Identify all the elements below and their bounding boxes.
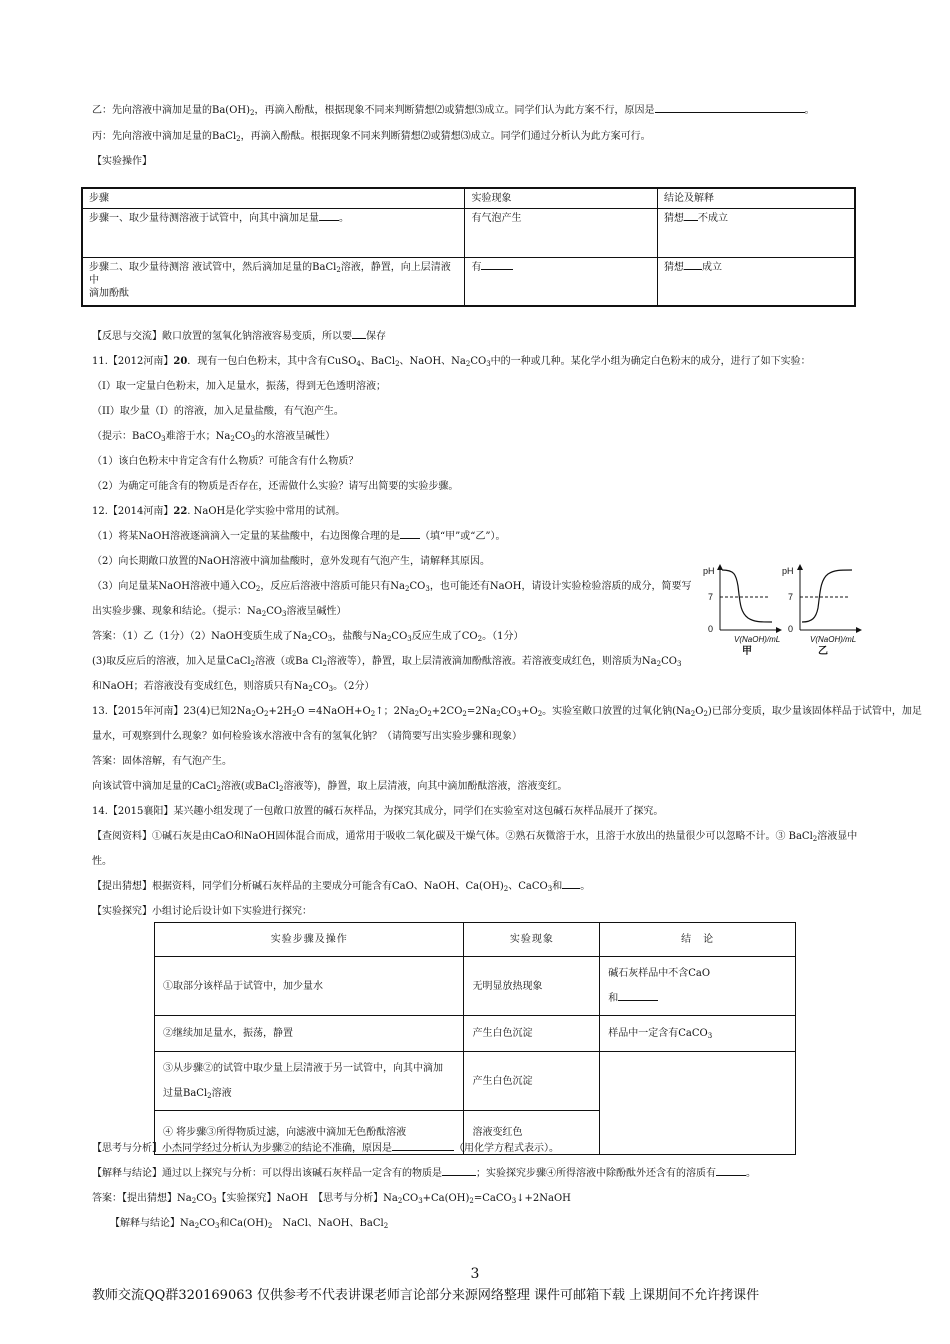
table-cell: 产生白色沉淀 xyxy=(464,1016,600,1052)
question-13: 13.【2015年河南】23(4)已知$2Na_2O_2+2H_2O$ $=4NaOH+O_2↑$；$2Na_2O_2+2CO_2=2Na_2CO_3+O_2$。实验室敞口放置的过氧化钠$(Na_2O_2)$已部分变质，取少量该固体样品于试管中，加足 xyxy=(92,706,922,718)
question-14: 14.【2015襄阳】某兴趣小组发现了一包敞口放置的碱石灰样品，为探究其成分，同学们在实验室对这包碱石灰样品展开了探究。 xyxy=(92,806,664,817)
answer-blank[interactable] xyxy=(400,538,420,539)
jia-zero: 0 xyxy=(708,624,714,634)
yi-curve xyxy=(802,570,852,622)
table-cell: ①取部分该样品于试管中，加少量水 xyxy=(155,957,464,1016)
yi-zero: 0 xyxy=(788,624,794,634)
line-yi: 乙：先向溶液中滴加足量的$Ba(OH)_2$，再滴入酚酞，根据现象不同来判断猜想⑵或猜想⑶成立。同学们认为此方案不行，原因是 。 xyxy=(92,105,815,117)
yi-y-arrow xyxy=(797,564,803,570)
table-cell: 有气泡产生 xyxy=(465,209,658,258)
q14-answer-1: 答案：【提出猜想】$Na_2CO_3$【实验探究】NaOH 【思考与分析】$Na_2CO_3+Ca(OH)_2=CaCO_3↓+2NaOH$ xyxy=(92,1193,571,1205)
header-observation: 实验现象 xyxy=(465,188,658,209)
q12-answer-3: 和NaOH；若溶液没有变成红色，则溶质只有$Na_2CO_3$。（2分） xyxy=(92,681,375,693)
header-conclusion: 结论及解释 xyxy=(658,188,856,209)
table-cell: 步骤二、取少量待测溶 液试管中，然后滴加足量的BaCl$_2$溶液，静置，向上层清液中 滴加酚酞 xyxy=(82,258,465,306)
q11-step-1: （I）取一定量白色粉末，加入足量水，振荡，得到无色透明溶液； xyxy=(92,381,386,392)
jia-ylabel: pH xyxy=(703,566,715,576)
q14-answer-2: 【解释与结论】$Na_2CO_3$和$Ca(OH)_2$ NaCl、NaOH、BaCl$_2$ xyxy=(110,1218,389,1230)
q14-references-cont: 性。 xyxy=(92,856,112,867)
answer-blank[interactable] xyxy=(684,269,702,270)
table-cell: ②继续加足量水，振荡，静置 xyxy=(155,1016,464,1052)
answer-blank[interactable] xyxy=(562,888,580,889)
line-bing: 丙：先向溶液中滴加足量的BaCl$_2$，再滴入酚酞。根据现象不同来判断猜想⑵或猜想⑶成立。同学们通过分析认为此方案可行。 xyxy=(92,131,651,143)
q13-cont: 量水，可观察到什么现象？如何检验该水溶液中含有的氢氧化钠？（请简要写出实验步骤和现象） xyxy=(92,731,522,742)
line-reflection: 【反思与交流】敞口放置的氢氧化钠溶液容易变质，所以要 保存 xyxy=(92,331,386,342)
q14-references: 【查阅资料】①碱石灰是由CaO和NaOH固体混合而成，通常用于吸收二氧化碳及干燥气体。②熟石灰微溶于水，且溶于水放出的热量很少可以忽略不计。③ BaCl$_2$溶液显中 xyxy=(92,831,858,843)
table-cell: 步骤一、取少量待测溶液于试管中，向其中滴加足量 。 xyxy=(82,209,465,258)
yi-x-arrow xyxy=(856,627,862,633)
q12-part-3: （3）向足量某NaOH溶液中通入$CO_2$，反应后溶液中溶质可能只有$Na_2CO_3$，也可能还有NaOH，请设计实验检验溶质的成分，简要写 xyxy=(92,581,692,593)
table-cell: 有 xyxy=(465,258,658,306)
yi-ylabel: pH xyxy=(782,566,794,576)
q13-answer-1: 答案：固体溶解，有气泡产生。 xyxy=(92,756,232,767)
answer-blank[interactable] xyxy=(618,1000,658,1001)
q11-part-1: （1）该白色粉末中肯定含有什么物质？可能含有什么物质？ xyxy=(92,456,359,467)
q13-answer-2: 向该试管中滴加足量的CaCl$_2$溶液(或BaCl$_2$溶液等)，静置，取上层清液，向其中滴加酚酞溶液，溶液变红。 xyxy=(92,781,568,793)
answer-blank[interactable] xyxy=(684,220,698,221)
answer-blank[interactable] xyxy=(319,220,339,221)
ph-graphs xyxy=(700,560,870,660)
table-cell: 溶液变红色 xyxy=(464,1111,600,1155)
q12-answer-2: (3)取反应后的溶液，加入足量CaCl$_2$溶液（或Ba $Cl_2$溶液等），静置，取上层清液滴加酚酞溶液。若溶液变成红色，则溶质为$Na_2CO_3$ xyxy=(92,656,682,668)
table-cell: 样品中一定含有CaCO$_3$ xyxy=(600,1016,796,1052)
q11-hint: （提示：BaCO$_3$难溶于水；$Na_2CO_3$的水溶液呈碱性） xyxy=(92,431,336,443)
table-cell: ④ 将步骤③所得物质过滤，向滤液中滴加无色酚酞溶液 xyxy=(155,1111,464,1155)
q12-part-1: （1）将某NaOH溶液逐滴滴入一定量的某盐酸中，右边图像合理的是 （填“甲”或“乙”）。 xyxy=(92,531,506,542)
jia-x-arrow xyxy=(776,627,782,633)
table-cell: 碱石灰样品中不含CaO 和 xyxy=(600,957,796,1016)
yi-name: 乙 xyxy=(818,646,828,657)
answer-blank[interactable] xyxy=(655,112,805,113)
header-step: 步骤 xyxy=(82,188,465,209)
q12-part-2: （2）向长期敞口放置的NaOH溶液中滴加盐酸时，意外发现有气泡产生，请解释其原因。 xyxy=(92,556,490,567)
yi-xlabel: V(NaOH)/mL xyxy=(810,635,857,644)
table-cell: 猜想 成立 xyxy=(658,258,856,306)
q14-analysis: 【思考与分析】小杰同学经过分析认为步骤②的结论不准确，原因是 （用化学方程式表示）。 xyxy=(92,1143,559,1154)
yi-seven: 7 xyxy=(788,592,794,602)
table-cell: 猜想 不成立 xyxy=(658,209,856,258)
answer-blank[interactable] xyxy=(481,269,513,270)
q14-conclusion: 【解释与结论】通过以上探究与分析：可以得出该碱石灰样品一定含有的物质是 ；实验探究步骤④所得溶液中除酚酞外还含有的溶质有 。 xyxy=(92,1168,756,1179)
page-number: 3 xyxy=(470,1266,480,1282)
jia-name: 甲 xyxy=(742,646,752,657)
answer-blank[interactable] xyxy=(716,1175,746,1176)
q14-hypothesis: 【提出猜想】根据资料，同学们分析碱石灰样品的主要成分可能含有CaO、NaOH、$Ca(OH)_2$、CaCO$_3$和 。 xyxy=(92,881,591,893)
header-step: 实验步骤及操作 xyxy=(155,923,464,957)
jia-curve xyxy=(722,570,772,622)
jia-y-arrow xyxy=(717,564,723,570)
table-cell: 产生白色沉淀 xyxy=(464,1052,600,1111)
section-experiment-operation: 【实验操作】 xyxy=(92,156,152,167)
experiment-table-1 xyxy=(81,187,856,307)
experiment-table-2 xyxy=(154,922,796,1155)
footer-text: 教师交流QQ群320169063 仅供参考不代表讲课老师言论部分来源网络整理 课件可邮箱下载 上课期间不允许拷课件 xyxy=(92,1288,760,1303)
question-12: 12.【2014河南】22. NaOH是化学实验中常用的试剂。 xyxy=(92,506,346,517)
q11-step-2: （II）取少量（I）的溶液，加入足量盐酸，有气泡产生。 xyxy=(92,406,344,417)
q14-experiment: 【实验探究】小组讨论后设计如下实验进行探究： xyxy=(92,906,312,917)
jia-seven: 7 xyxy=(708,592,714,602)
q11-part-2: （2）为确定可能含有的物质是否存在，还需做什么实验？请写出简要的实验步骤。 xyxy=(92,481,459,492)
table-cell: 无明显放热现象 xyxy=(464,957,600,1016)
answer-blank[interactable] xyxy=(352,338,366,339)
q12-part-3-cont: 出实验步骤、现象和结论。（提示：$Na_2CO_3$溶液呈碱性） xyxy=(92,606,347,618)
header-conclusion: 结 论 xyxy=(600,923,796,957)
answer-blank[interactable] xyxy=(442,1175,476,1176)
q12-answer-1: 答案：（1）乙（1分）（2）NaOH变质生成了$Na_2CO_3$，盐酸与$Na_2CO_3$反应生成了$CO_2$。（1分） xyxy=(92,631,524,643)
question-11: 11.【2012河南】20．现有一包白色粉末，其中含有CuSO$_4$、BaCl$_2$、NaOH、$Na_2CO_3$中的一种或几种。某化学小组为确定白色粉末的成分，进行了如下实验： xyxy=(92,356,811,368)
table-cell-empty xyxy=(600,1052,796,1155)
answer-blank[interactable] xyxy=(392,1150,454,1151)
table-cell: ③从步骤②的试管中取少量上层清液于另一试管中，向其中滴加 过量BaCl$_2$溶液 xyxy=(155,1052,464,1111)
jia-xlabel: V(NaOH)/mL xyxy=(734,635,781,644)
header-observation: 实验现象 xyxy=(464,923,600,957)
